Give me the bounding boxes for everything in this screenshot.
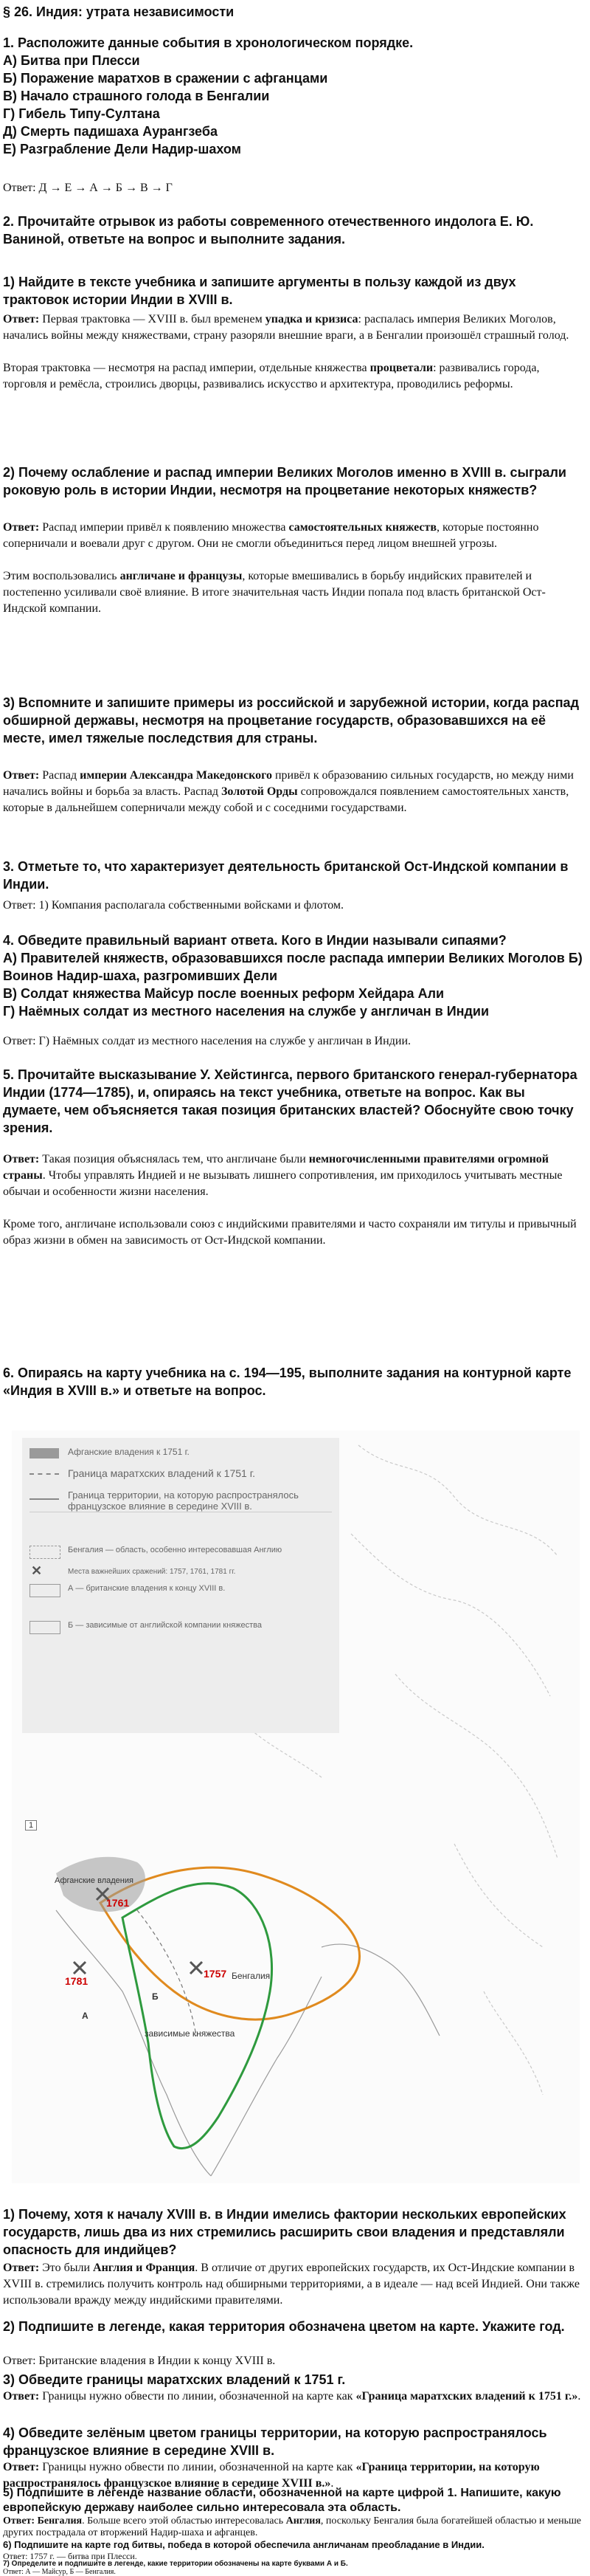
task-1-question: 1. Расположите данные события в хронологическом порядке. bbox=[3, 35, 414, 50]
legend-line-maratha bbox=[30, 1473, 59, 1475]
answer-text: . В отличие от других европейских государств, их Ост-Индские компании в XVIII в. стремились получить контроль над обширными территориями, а в идеале — над всей Индией. Они также использовали вражду между индийскими правителями. bbox=[3, 2262, 580, 2307]
answer-emphasis: немногочисленными правителями огромной страны bbox=[3, 1153, 549, 1182]
internal-route bbox=[137, 1910, 196, 2036]
answer-text: . Чтобы управлять Индией и не вызывать лишнего сопротивления, им приходилось учитывать местные обычаи и особенности жизни населения. bbox=[3, 1169, 563, 1198]
task-1-option: Б) Поражение маратхов в сражении с афганцами bbox=[3, 71, 328, 86]
answer-text: . bbox=[577, 2390, 581, 2403]
task-2-1-question: 1) Найдите в тексте учебника и запишите аргументы в пользу каждой из двух трактовок истории Индии в XVIII в. bbox=[3, 275, 516, 307]
answer-text: сопровождался появлением самостоятельных ханств, которые в дальнейшем соперничали между собой и с соседними государствами. bbox=[3, 785, 569, 814]
map-q5-answer bbox=[3, 2515, 584, 2539]
answer-label: Ответ: bbox=[3, 313, 40, 326]
task-2-2-answer bbox=[3, 520, 584, 617]
green-boundary bbox=[122, 1884, 272, 2149]
task-6-question: 6. Опираясь на карту учебника на с. 194—195, выполните задания на контурной карте «Индия в XVIII в.» и ответьте на вопрос. bbox=[3, 1366, 572, 1398]
legend-swatch-bengal bbox=[30, 1546, 60, 1559]
task-3-question: 3. Отметьте то, что характеризует деятельность британской Ост-Индской компании в Индии. bbox=[3, 859, 569, 892]
battle-mark bbox=[74, 1962, 86, 1974]
map-q6-answer: Ответ: 1757 г. — битва при Плесси. bbox=[3, 2551, 137, 2561]
task-5-question: 5. Прочитайте высказывание У. Хейстингса, первого британского генерал-губернатора Индии (1774—1785), и, опираясь на текст учебника, ответьте на вопрос. Как вы думаете, чем объясняется такая позиция британских властей? Обоснуйте свою точку зрения. bbox=[3, 1067, 577, 1135]
task-1-option: В) Начало страшного голода в Бенгалии bbox=[3, 89, 270, 103]
task-1-option: Д) Смерть падишаха Аурангзеба bbox=[3, 124, 218, 139]
task-4-option: В) Солдат княжества Майсур после военных реформ Хейдара Али bbox=[3, 986, 445, 1001]
coastline bbox=[56, 1910, 440, 2176]
answer-emphasis: Золотой Орды bbox=[221, 785, 298, 798]
year-1781-label: 1781 bbox=[65, 1975, 88, 1987]
answer-label: Ответ: bbox=[3, 2262, 40, 2274]
legend-swatch-a bbox=[30, 1584, 60, 1597]
answer-text: Границы нужно обвести по линии, обозначенной на карте как bbox=[39, 2461, 356, 2473]
answer-emphasis: империи Александра Македонского bbox=[80, 769, 272, 782]
answer-text: Распад империи привёл к появлению множества bbox=[39, 521, 289, 534]
answer-text: . Больше всего этой областью интересовалась bbox=[82, 2515, 286, 2527]
task-1-option: А) Битва при Плесси bbox=[3, 53, 140, 68]
marker-1-label: 1 bbox=[25, 1820, 37, 1831]
task-2-3-question: 3) Вспомните и запишите примеры из российской и зарубежной истории, когда распад обширной державы, несмотря на процветание государств, образовавшихся на её месте, имел тяжелые последствия для страны. bbox=[3, 695, 579, 745]
answer-emphasis: «Граница территории, на которую распространялось французское влияние в середине XVIII в.» bbox=[3, 2461, 540, 2490]
legend-item: А — британские владения к концу XVIII в. bbox=[68, 1584, 226, 1593]
legend-item: Граница территории, на которую распространялось французское влияние в середине XVIII в. bbox=[68, 1490, 299, 1512]
answer-text: Первая трактовка — XVIII в. был временем bbox=[39, 313, 266, 326]
map-q7: 7) Определите и подпишите в легенде, какие территории обозначены на карте буквами А и Б. bbox=[3, 2560, 348, 2568]
answer-emphasis: Бенгалия bbox=[37, 2515, 83, 2527]
task-1-answer: Ответ: Д → Е → А → Б → В → Г bbox=[3, 182, 173, 194]
year-1761-label: 1761 bbox=[106, 1897, 130, 1909]
afghan-label: Афганские владения bbox=[55, 1876, 133, 1885]
task-1-option: Е) Разграбление Дели Надир-шахом bbox=[3, 142, 241, 156]
legend-swatch-b bbox=[30, 1621, 60, 1634]
map-q7-answer: Ответ: А — Майсур, Б — Бенгалия. bbox=[3, 2568, 116, 2576]
task-2-2-question: 2) Почему ослабление и распад империи Великих Моголов именно в XVIII в. сыграли роковую роль в истории Индии, несмотря на процветание некоторых княжеств? bbox=[3, 465, 566, 497]
task-4-option: Г) Наёмных солдат из местного населения на службе у англичан в Индии bbox=[3, 1004, 490, 1019]
answer-text: : развивались города, торговля и ремёсла, строились дворцы, развивались искусство и архитектура, проводились реформы. bbox=[3, 362, 540, 390]
task-2-question: 2. Прочитайте отрывок из работы современного отечественного индолога Е. Ю. Ваниной, ответьте на вопрос и выполните задания. bbox=[3, 214, 534, 247]
legend-swatch-afghan bbox=[30, 1448, 59, 1459]
answer-text: Вторая трактовка — несмотря на распад империи, отдельные княжества bbox=[3, 362, 370, 374]
answer-emphasis: процветали bbox=[369, 362, 434, 374]
task-2-3-answer bbox=[3, 768, 584, 816]
answer-text: . bbox=[330, 2477, 334, 2490]
map-legend bbox=[22, 1438, 339, 1733]
answer-label: Ответ: bbox=[3, 2390, 40, 2403]
task-4-option: А) Правителей княжеств, образовавшихся после распада империи Великих Моголов Б) Воинов Надир-шаха, разгромивших Дели bbox=[3, 951, 583, 983]
task-4 bbox=[3, 931, 584, 1020]
answer-label: Ответ: bbox=[3, 521, 40, 534]
task-3-answer: Ответ: 1) Компания располагала собственными войсками и флотом. bbox=[3, 899, 344, 912]
answer-label: Ответ: bbox=[3, 1153, 40, 1165]
map-q1: 1) Почему, хотя к началу XVIII в. в Индии имелись фактории нескольких европейских государств, лишь два из них стремились расширить свои владения и представляли опасность для индийцев? bbox=[3, 2207, 566, 2257]
map-q3-answer bbox=[3, 2389, 584, 2405]
task-1 bbox=[3, 34, 584, 158]
task-2-1-answer bbox=[3, 311, 584, 393]
map-q5: 5) Подпишите в легенде название области, обозначенной на карте цифрой 1. Напишите, какую европейскую державу наиболее сильно интересовала эта область. bbox=[3, 2487, 561, 2514]
battle-cross-icon: ✕ bbox=[31, 1563, 43, 1578]
letter-a-label: А bbox=[82, 2011, 88, 2021]
answer-emphasis: «Граница маратхских владений к 1751 г.» bbox=[355, 2390, 578, 2403]
answer-label: Ответ: bbox=[3, 2515, 35, 2527]
map-q3: 3) Обведите границы маратхских владений к 1751 г. bbox=[3, 2372, 346, 2387]
dependent-label: зависимые княжества bbox=[145, 2028, 235, 2039]
legend-item: Граница маратхских владений к 1751 г. bbox=[68, 1467, 256, 1479]
answer-emphasis: Англия и Франция bbox=[93, 2262, 195, 2274]
task-4-answer: Ответ: Г) Наёмных солдат из местного населения на службе у англичан в Индии. bbox=[3, 1035, 411, 1047]
answer-text: Это были bbox=[39, 2262, 94, 2274]
answer-text: : распалась империя Великих Моголов, начались войны между княжествами, страну разоряли внешние враги, а в Бенгалии произошёл страшный голод. bbox=[3, 313, 569, 342]
task-1-option: Г) Гибель Типу-Султана bbox=[3, 106, 160, 121]
answer-text: , которые вмешивались в борьбу индийских правителей и постепенно усиливали своё влияние. В итоге значительная часть Индии попала под власть британской Ост-Индской компании. bbox=[3, 570, 546, 615]
legend-item: Афганские владения к 1751 г. bbox=[68, 1447, 190, 1457]
legend-line-french bbox=[30, 1498, 59, 1500]
letter-b-label: Б bbox=[152, 1991, 159, 2002]
answer-text: Такая позиция объяснялась тем, что англичане были bbox=[39, 1153, 309, 1165]
answer-emphasis: самостоятельных княжеств bbox=[288, 521, 437, 534]
answer-text: привёл к образованию сильных государств, но между ними начались войны и борьба за власть. Распад bbox=[3, 769, 574, 798]
task-4-question: 4. Обведите правильный вариант ответа. Кого в Индии называли сипаями? bbox=[3, 933, 507, 948]
map-q4: 4) Обведите зелёным цветом границы территории, на которую распространялось французское влияние в середине XVIII в. bbox=[3, 2425, 547, 2458]
answer-text: Распад bbox=[39, 769, 80, 782]
year-1757-label: 1757 bbox=[204, 1968, 227, 1980]
answer-emphasis: англичане и французы bbox=[119, 570, 243, 582]
contour-map bbox=[12, 1430, 580, 2183]
map-q2-answer: Ответ: Британские владения в Индии к концу XVIII в. bbox=[3, 2355, 276, 2367]
map-q6: 6) Подпишите на карте год битвы, победа в которой обеспечила англичанам преобладание в Индии. bbox=[3, 2539, 485, 2550]
legend-item: Бенгалия — область, особенно интересовавшая Англию bbox=[68, 1546, 282, 1554]
legend-item: Места важнейших сражений: 1757, 1761, 1781 гг. bbox=[68, 1568, 236, 1576]
answer-emphasis: упадка и кризиса bbox=[265, 313, 358, 326]
answer-text: Этим воспользовались bbox=[3, 570, 120, 582]
map-q2: 2) Подпишите в легенде, какая территория обозначена цветом на карте. Укажите год. bbox=[3, 2319, 565, 2334]
answer-text: Границы нужно обвести по линии, обозначенной на карте как bbox=[39, 2390, 356, 2403]
map-q1-answer bbox=[3, 2260, 584, 2309]
answer-text: , которые постоянно соперничали и воевали друг с другом. Они не смогли объединиться перед лицом внешней угрозы. bbox=[3, 521, 539, 550]
legend-item: Б — зависимые от английской компании княжества bbox=[68, 1621, 262, 1630]
task-5-answer bbox=[3, 1151, 584, 1249]
answer-label: Ответ: bbox=[3, 769, 40, 782]
answer-text: Кроме того, англичане использовали союз с индийскими правителями и часто сохраняли им титулы и привычный образ жизни в обмен на зависимость от Ост-Индской компании. bbox=[3, 1218, 577, 1247]
answer-emphasis: Англия bbox=[285, 2515, 321, 2527]
page-title: § 26. Индия: утрата независимости bbox=[3, 4, 235, 19]
battle-mark bbox=[190, 1962, 202, 1974]
bengal-label: Бенгалия bbox=[232, 1971, 271, 1981]
answer-label: Ответ: bbox=[3, 2461, 40, 2473]
answer-text: , поскольку Бенгалия была богатейшей областью и меньше других пострадала от вторжений Надир-шаха и афганцев. bbox=[3, 2515, 581, 2538]
